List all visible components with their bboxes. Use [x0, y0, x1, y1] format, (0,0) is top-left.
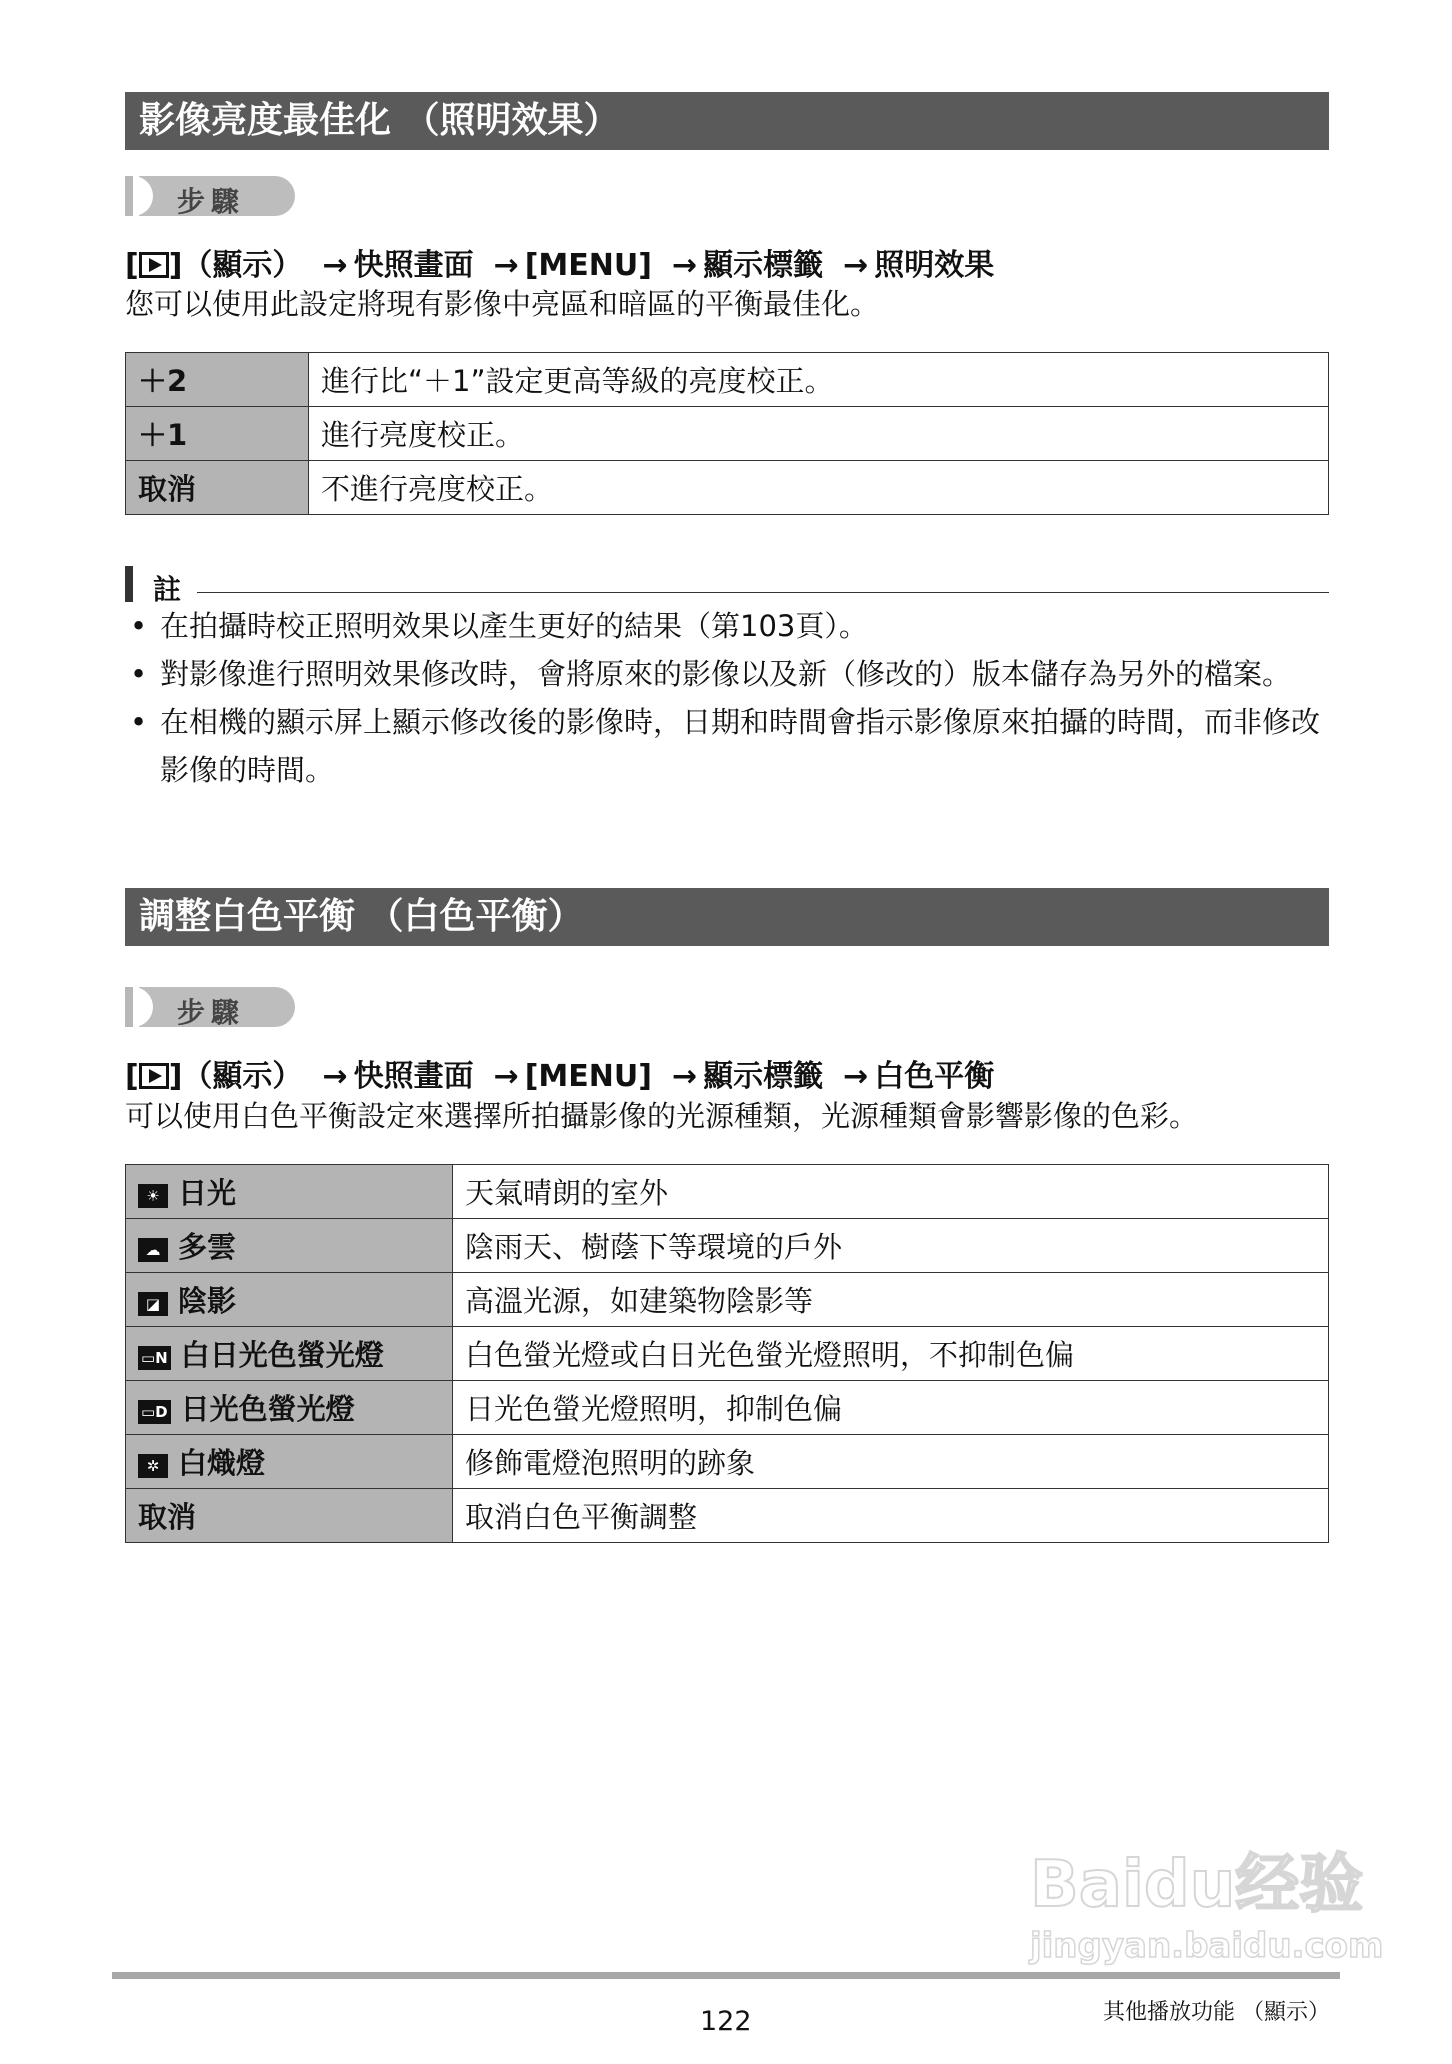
- path-step: 白色平衡: [874, 1059, 995, 1094]
- table-row: [126, 1165, 1329, 1219]
- arrow-icon: →: [843, 248, 869, 283]
- arrow-icon: →: [843, 1059, 869, 1094]
- option-label: 日光色螢光燈: [180, 1392, 355, 1426]
- note-list: [130, 602, 1330, 794]
- cloudy-icon: ☁: [138, 1238, 168, 1262]
- step-badge: [125, 176, 295, 216]
- play-icon: [139, 1063, 169, 1089]
- option-key: [126, 1165, 453, 1219]
- option-label: 白熾燈: [178, 1446, 266, 1480]
- arrow-icon: →: [671, 248, 698, 283]
- chapter-title: 其他播放功能 （顯示）: [1103, 2000, 1330, 2025]
- option-key: [126, 1381, 453, 1435]
- option-desc: 取消白色平衡調整: [453, 1489, 1329, 1543]
- section-heading: 調整白色平衡 （白色平衡）: [125, 888, 1329, 946]
- description: 您可以使用此設定將現有影像中亮區和暗區的平衡最佳化。: [125, 287, 880, 321]
- description: 可以使用白色平衡設定來選擇所拍攝影像的光源種類，光源種類會影響影像的色彩。: [125, 1099, 1199, 1133]
- white-balance-table: [125, 1164, 1329, 1543]
- daylight-icon: ☀: [138, 1184, 168, 1208]
- tungsten-icon: ✲: [138, 1454, 168, 1478]
- option-key: 取消: [126, 1489, 453, 1543]
- path-step: 顯示標籤: [703, 1059, 824, 1094]
- path-step: ]（顯示）: [168, 1059, 303, 1094]
- table-row: [126, 461, 1329, 515]
- step-label: 步驟: [177, 185, 246, 218]
- note-header: [125, 566, 1329, 606]
- path-step: 快照畫面: [353, 248, 474, 283]
- path-step: 照明效果: [874, 248, 995, 283]
- option-desc: 不進行亮度校正。: [309, 461, 1329, 515]
- path-step: ]（顯示）: [168, 248, 303, 283]
- bracket: [: [125, 1059, 139, 1094]
- option-key: 取消: [126, 461, 309, 515]
- option-desc: 進行亮度校正。: [309, 407, 1329, 461]
- play-icon: [139, 252, 169, 278]
- arrow-icon: →: [322, 248, 348, 283]
- table-row: [126, 353, 1329, 407]
- option-label: 多雲: [178, 1230, 237, 1264]
- fluorescent-d-icon: ▭D: [138, 1400, 171, 1424]
- option-desc: 高溫光源，如建築物陰影等: [453, 1273, 1329, 1327]
- bracket: [: [125, 248, 139, 283]
- shade-icon: ◪: [138, 1292, 168, 1316]
- option-label: 陰影: [178, 1284, 237, 1318]
- section-heading: 影像亮度最佳化 （照明效果）: [125, 92, 1329, 150]
- option-key: [126, 1273, 453, 1327]
- arrow-icon: →: [322, 1059, 348, 1094]
- option-label: 白日光色螢光燈: [180, 1338, 384, 1372]
- option-desc: 進行比“＋1”設定更高等級的亮度校正。: [309, 353, 1329, 407]
- path-step: 顯示標籤: [703, 248, 824, 283]
- option-key: [126, 1327, 453, 1381]
- option-key: [126, 1435, 453, 1489]
- table-row: [126, 1219, 1329, 1273]
- option-desc: 天氣晴朗的室外: [453, 1165, 1329, 1219]
- option-desc: 陰雨天、樹蔭下等環境的戶外: [453, 1219, 1329, 1273]
- option-desc: 白色螢光燈或白日光色螢光燈照明，不抑制色偏: [453, 1327, 1329, 1381]
- table-row: [126, 1381, 1329, 1435]
- table-row: [126, 407, 1329, 461]
- path-step: [MENU]: [524, 1059, 652, 1094]
- path-step: [MENU]: [524, 248, 652, 283]
- list-item: • 對影像進行照明效果修改時，會將原來的影像以及新（修改的）版本儲存為另外的檔案。: [130, 650, 1340, 698]
- arrow-icon: →: [493, 248, 519, 283]
- table-row: [126, 1273, 1329, 1327]
- brightness-table: [125, 352, 1329, 515]
- menu-path: [125, 240, 1000, 284]
- table-row: [126, 1327, 1329, 1381]
- path-step: 快照畫面: [353, 1059, 474, 1094]
- table-row: [126, 1435, 1329, 1489]
- footer-rule: [112, 1972, 1340, 1979]
- menu-path: [125, 1051, 1000, 1095]
- list-item: • 在拍攝時校正照明效果以產生更好的結果（第103頁）。: [130, 602, 1330, 650]
- option-key: ＋2: [126, 353, 309, 407]
- option-key: ＋1: [126, 407, 309, 461]
- option-key: [126, 1219, 453, 1273]
- page-number: 122: [700, 2006, 752, 2037]
- step-badge: [125, 987, 295, 1027]
- table-row: [126, 1489, 1329, 1543]
- list-item: • 在相機的顯示屏上顯示修改後的影像時，日期和時間會指示影像原來拍攝的時間，而非修改影像的時間。: [130, 698, 1340, 794]
- option-desc: 日光色螢光燈照明，抑制色偏: [453, 1381, 1329, 1435]
- step-label: 步驟: [177, 996, 246, 1029]
- fluorescent-n-icon: ▭N: [138, 1346, 171, 1370]
- note-title: 註: [153, 573, 182, 606]
- arrow-icon: →: [493, 1059, 519, 1094]
- arrow-icon: →: [671, 1059, 698, 1094]
- watermark-logo: Baidu经验 jingyan.baidu.com: [1030, 1848, 1384, 1966]
- option-label: 日光: [178, 1176, 237, 1210]
- option-desc: 修飾電燈泡照明的跡象: [453, 1435, 1329, 1489]
